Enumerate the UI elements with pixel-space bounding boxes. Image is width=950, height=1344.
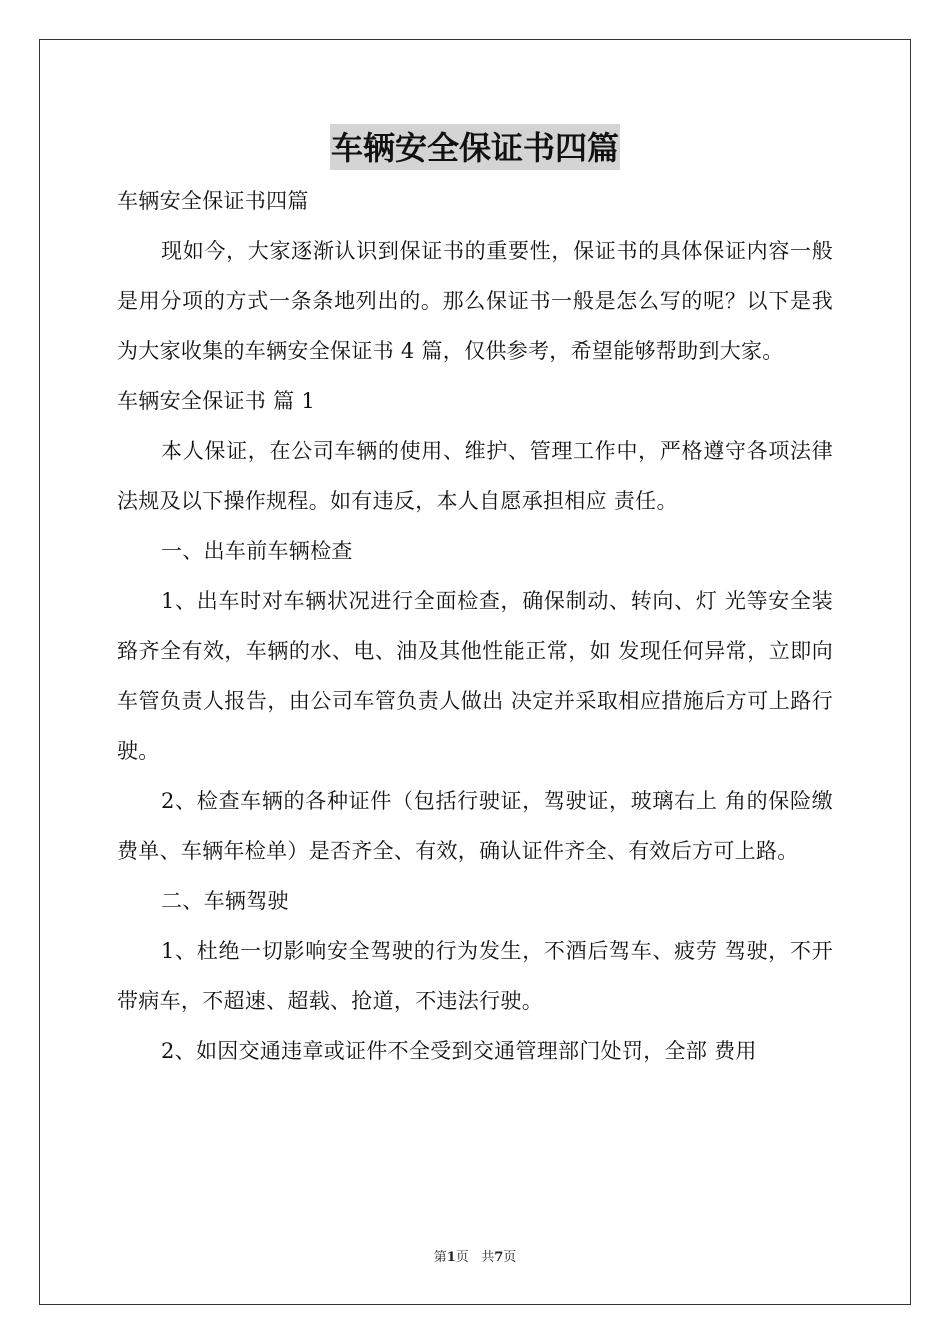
footer-total-pages: 7 — [494, 1250, 504, 1265]
document-title-text: 车辆安全保证书四篇 — [330, 124, 620, 170]
paragraph-pledge: 本人保证，在公司车辆的使用、维护、管理工作中，严格遵守各项法律法规及以下操作规程。如有违反，本人自愿承担相应 责任。 — [117, 439, 833, 513]
paragraph-driving-item-1: 1、杜绝一切影响安全驾驶的行为发生，不酒后驾车、疲劳 驾驶，不开带病车，不超速、超载、抢道，不违法行驶。 — [117, 939, 833, 1013]
section-heading-1: 车辆安全保证书 篇 1 — [117, 389, 316, 413]
document-title — [0, 124, 950, 170]
document-subtitle: 车辆安全保证书四篇 — [117, 189, 309, 213]
paragraph-intro: 现如今，大家逐渐认识到保证书的重要性，保证书的具体保证内容一般是用分项的方式一条条地列出的。那么保证书一般是怎么写的呢？以下是我为大家收集的车辆安全保证书 4 篇，仅供参考，希望能够帮助到大家。 — [117, 239, 833, 363]
footer-total-suffix: 页 — [503, 1250, 517, 1265]
footer-page-number: 1 — [446, 1250, 456, 1265]
paragraph-driving-item-2: 2、如因交通违章或证件不全受到交通管理部门处罚，全部 费用 — [161, 1039, 757, 1063]
document-body — [117, 176, 833, 1076]
paragraph-check-item-2: 2、检查车辆的各种证件（包括行驶证，驾驶证，玻璃右上 角的保险缴费单、车辆年检单）是否齐全、有效，确认证件齐全、有效后方可上路。 — [117, 789, 833, 863]
paragraph-check-item-1: 1、出车时对车辆状况进行全面检查，确保制动、转向、灯 光等安全装臵齐全有效，车辆的水、电、油及其他性能正常，如 发现任何异常，立即向车管负责人报告，由公司车管负责人做出 决定并采取相应措施后方可上路行驶。 — [117, 589, 833, 763]
footer-page-prefix: 第 — [433, 1250, 447, 1265]
subheading-driving: 二、车辆驾驶 — [161, 889, 289, 913]
subheading-pre-trip-check: 一、出车前车辆检查 — [161, 539, 353, 563]
footer-total-prefix: 共 — [481, 1250, 495, 1265]
page-footer — [0, 1246, 950, 1265]
footer-page-suffix: 页 — [455, 1250, 469, 1265]
